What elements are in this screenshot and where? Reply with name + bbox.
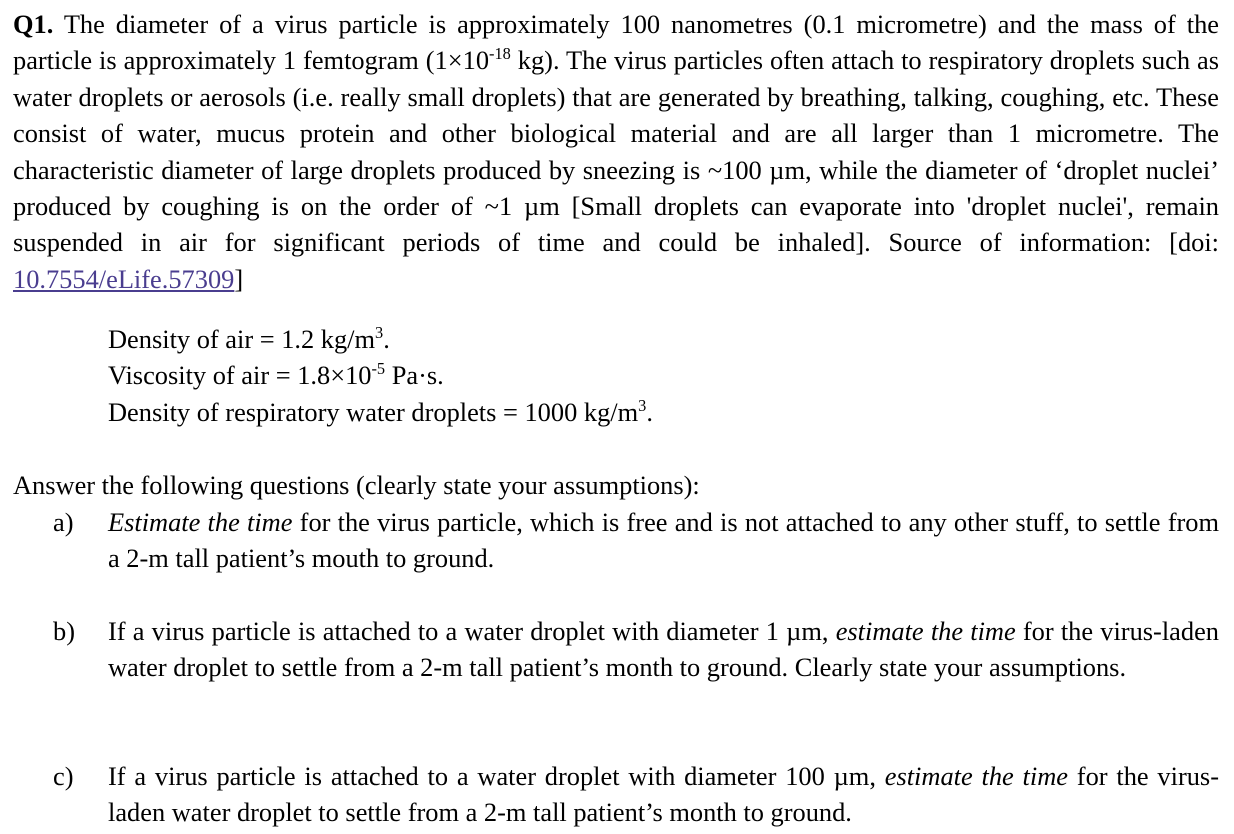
- question-c-body: [108, 758, 1219, 831]
- constants-block: [108, 321, 653, 430]
- mass-exponent: -18: [489, 44, 511, 64]
- intro-text-3: ]: [234, 263, 244, 294]
- air-density-line: [108, 321, 653, 357]
- question-c-emphasis: estimate the time: [884, 761, 1068, 791]
- viscosity-exponent: -5: [371, 359, 386, 379]
- question-b-emphasis: estimate the time: [835, 616, 1016, 646]
- question-label: Q1.: [13, 9, 54, 39]
- doi-link[interactable]: 10.7554/eLife.57309: [13, 263, 235, 294]
- question-b-marker: b): [53, 616, 75, 646]
- viscosity-end: Pa·s.: [385, 360, 444, 391]
- question-b-text-1: If a virus particle is attached to a water droplet with diameter 1 µm,: [108, 616, 836, 646]
- instructions-prompt: Answer the following questions (clearly state your assumptions):: [13, 470, 700, 500]
- air-density-exponent: 3: [375, 322, 384, 342]
- droplet-density-exponent: 3: [638, 395, 647, 415]
- air-density-end: .: [383, 324, 390, 354]
- question-a-body: [108, 504, 1219, 577]
- droplet-density-line: [108, 394, 653, 430]
- question-a-text: for the virus particle, which is free and is not attached to any other stuff, to settle from a 2-m tall patient’s mouth to ground.: [108, 507, 1219, 574]
- air-density-text: Density of air = 1.2 kg/m: [108, 324, 376, 354]
- question-c-marker: c): [53, 761, 74, 791]
- question-c: [13, 758, 1219, 831]
- question-c-text-2: for the virus-laden water droplet to settle from a 2-m tall patient’s month to ground.: [108, 761, 1219, 828]
- viscosity-line: [108, 357, 653, 393]
- question-c-text-1: If a virus particle is attached to a water droplet with diameter 100 µm,: [108, 761, 885, 791]
- question-b-text-2: for the virus-laden water droplet to settle from a 2-m tall patient’s month to ground. Clearly state your assumptions.: [108, 616, 1219, 683]
- question-a-marker: a): [53, 507, 74, 537]
- question-a-emphasis: Estimate the time: [108, 507, 293, 537]
- viscosity-text: Viscosity of air = 1.8×10: [108, 360, 372, 391]
- intro-text-2: kg). The virus particles often attach to respiratory droplets such as water droplets or aerosols (i.e. really small droplets) that are generated by breathing, talking, coughing, etc. These consist of water, mucus protein and other biological material and are all larger than 1 micrometre. The characteristic diameter of large droplets produced by sneezing is ~100 µm, while the diameter of ‘droplet nuclei’ produced by coughing is on the order of ~1 µm [Small droplets can evaporate into 'droplet nuclei', remain suspended in air for significant periods of time and could be inhaled]. Source of information: [doi:: [13, 45, 1219, 258]
- droplet-density-text: Density of respiratory water droplets = 1000 kg/m: [108, 396, 639, 427]
- question-b-body: [108, 613, 1219, 686]
- question-b: [13, 613, 1219, 686]
- droplet-density-end: .: [646, 396, 653, 427]
- intro-paragraph: [13, 0, 1219, 297]
- question-a: [13, 504, 1219, 577]
- intro-text-1: The diameter of a virus particle is approximately 100 nanometres (0.1 micrometre) and the mass of the particle is approximately 1 femtogram (1×10: [13, 9, 1219, 76]
